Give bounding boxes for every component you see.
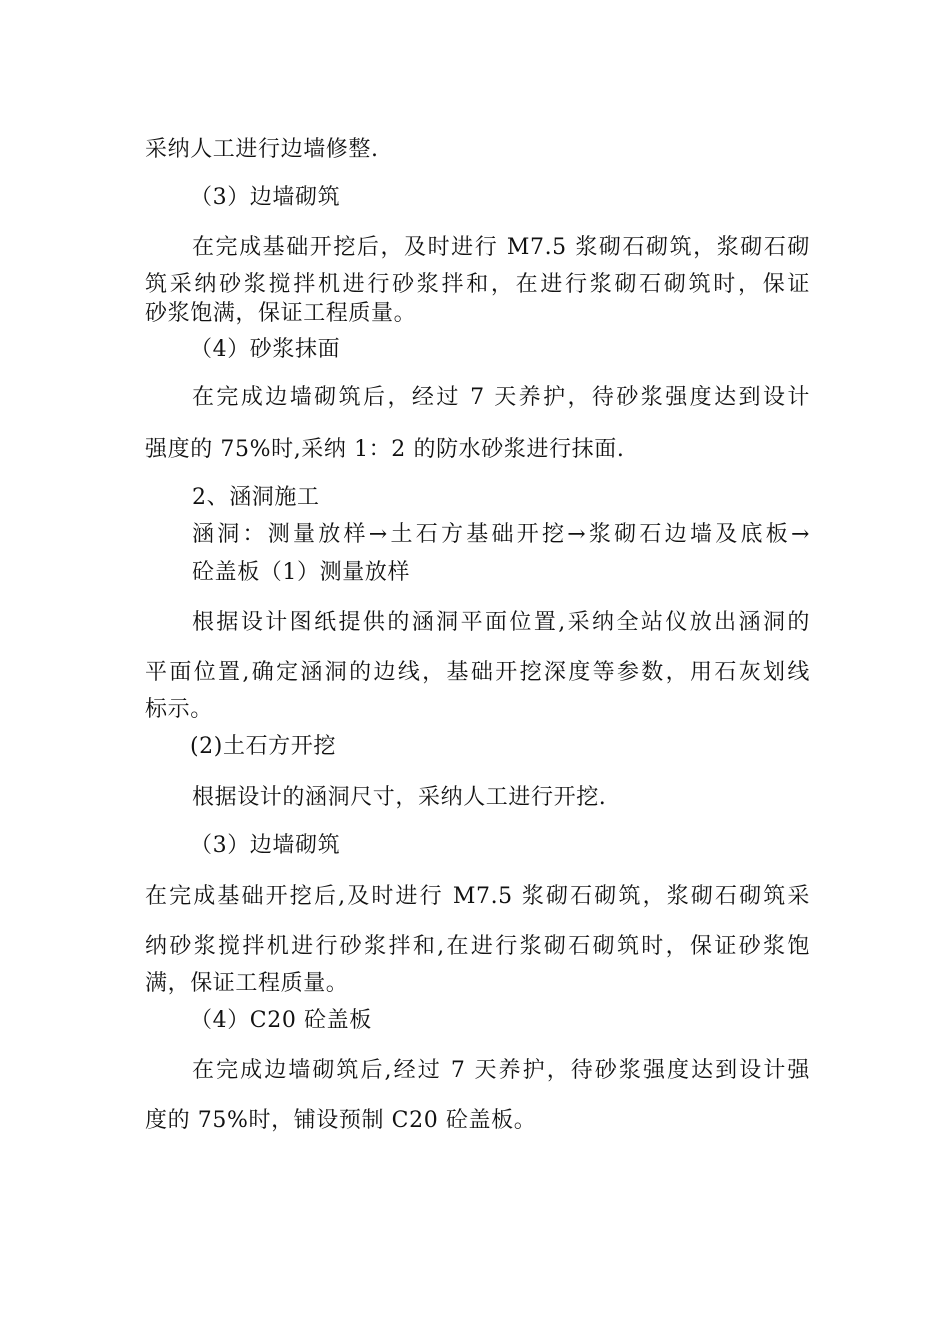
section-heading: 2、涵洞施工 <box>192 485 320 510</box>
text-line: 在完成基础开挖后，及时进行 M7.5 浆砌石砌筑，浆砌石砌 <box>192 235 810 260</box>
text-line: 满，保证工程质量。 <box>145 971 349 996</box>
text-line: 度的 75%时，铺设预制 C20 砼盖板。 <box>145 1108 537 1133</box>
text-line: 平面位置,确定涵洞的边线，基础开挖深度等参数，用石灰划线 <box>145 660 810 685</box>
text-line: 采纳人工进行边墙修整. <box>145 137 379 162</box>
text-line: 砂浆饱满，保证工程质量。 <box>145 301 417 326</box>
text-line: 在完成基础开挖后,及时进行 M7.5 浆砌石砌筑，浆砌石砌筑采 <box>145 884 810 909</box>
text-line: 标示。 <box>145 697 213 722</box>
text-line: 根据设计图纸提供的涵洞平面位置,采纳全站仪放出涵洞的 <box>192 610 810 635</box>
section-heading: （3）边墙砌筑 <box>190 185 341 210</box>
text-line: 强度的 75%时,采纳 1：2 的防水砂浆进行抹面. <box>145 437 625 462</box>
section-heading: （3）边墙砌筑 <box>190 833 341 858</box>
section-heading: （4）砂浆抹面 <box>190 337 341 362</box>
text-line: 纳砂浆搅拌机进行砂浆拌和,在进行浆砌石砌筑时，保证砂浆饱 <box>145 934 810 959</box>
section-heading: (2)土石方开挖 <box>190 734 336 759</box>
text-line: 在完成边墙砌筑后,经过 7 天养护，待砂浆强度达到设计强 <box>192 1058 810 1083</box>
section-heading: （4）C20 砼盖板 <box>190 1008 372 1033</box>
text-line: 涵洞：测量放样→土石方基础开挖→浆砌石边墙及底板→ <box>192 522 810 547</box>
text-line: 在完成边墙砌筑后，经过 7 天养护，待砂浆强度达到设计 <box>192 385 810 410</box>
text-line: 根据设计的涵洞尺寸，采纳人工进行开挖. <box>192 785 607 810</box>
text-line: 筑采纳砂浆搅拌机进行砂浆拌和，在进行浆砌石砌筑时，保证 <box>145 272 810 297</box>
text-line: 砼盖板（1）测量放样 <box>192 560 410 585</box>
